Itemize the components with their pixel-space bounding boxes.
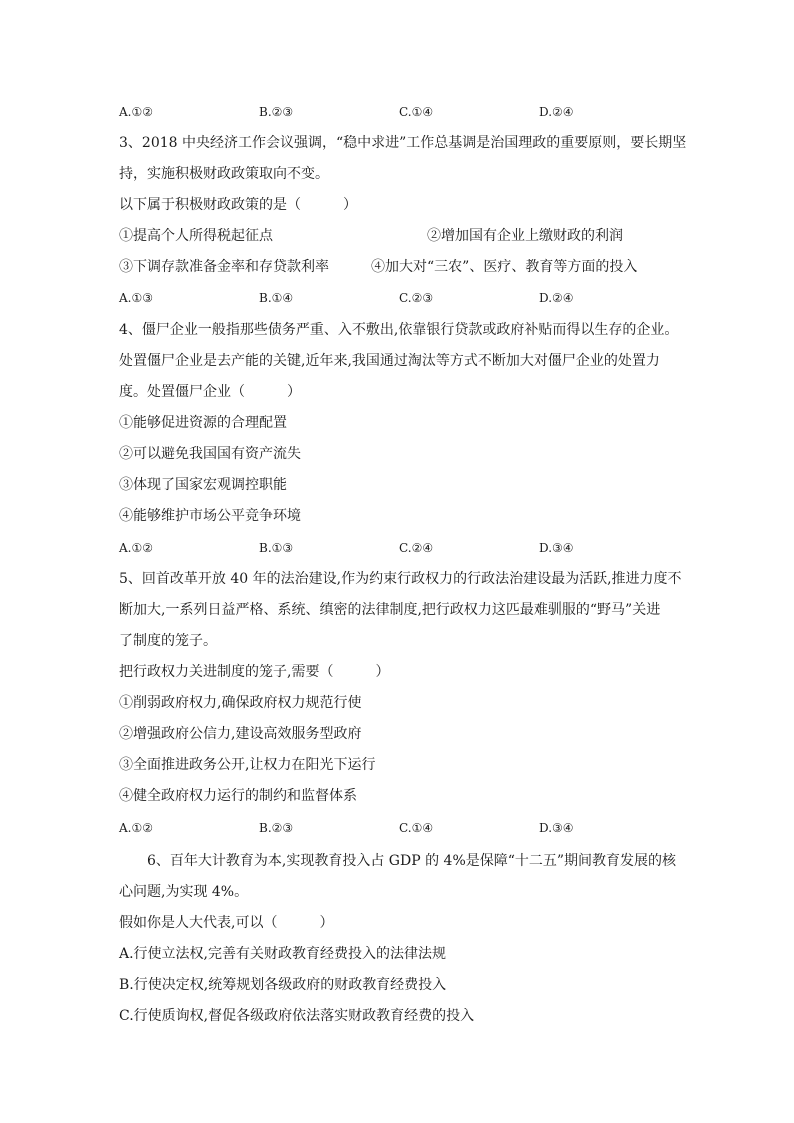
- q6-question: 假如你是人大代表,可以（ ）: [119, 915, 334, 931]
- option-b[interactable]: B.②③: [259, 821, 294, 835]
- q5-question: 把行政权力关进制度的笼子,需要（ ）: [119, 664, 390, 680]
- q3-stem-line2: 持，实施积极财政政策取向不变。: [119, 166, 329, 182]
- option-a[interactable]: A.①②: [119, 541, 153, 555]
- q5-stem-line2: 断加大,一系列日益严格、系统、缜密的法律制度,把行政权力这匹最难驯服的“野马”关进: [119, 602, 661, 618]
- q5-item-4: ④健全政府权力运行的制约和监督体系: [119, 788, 357, 804]
- q6-option-a[interactable]: A.行使立法权,完善有关财政教育经费投入的法律法规: [119, 946, 447, 962]
- q6-option-b[interactable]: B.行使决定权,统筹规划各级政府的财政教育经费投入: [119, 977, 447, 993]
- q4-stem-line3: 度。处置僵尸企业（ ）: [119, 384, 301, 400]
- q6-stem-line1: 6、百年大计教育为本,实现教育投入占 GDP 的 4%是保障“十二五”期间教育发展的核: [147, 853, 677, 869]
- q3-item-2: ②增加国有企业上缴财政的利润: [427, 228, 623, 244]
- q3-item-4: ④加大对“三农”、医疗、教育等方面的投入: [371, 259, 638, 275]
- q5-options: [119, 818, 719, 838]
- q5-item-3: ③全面推进政务公开,让权力在阳光下运行: [119, 757, 376, 773]
- option-b[interactable]: B.①④: [259, 291, 294, 305]
- option-c[interactable]: C.①④: [399, 821, 434, 835]
- q4-item-3: ③体现了国家宏观调控职能: [119, 477, 287, 493]
- option-a[interactable]: A.①②: [119, 105, 153, 119]
- q4-stem-line2: 处置僵尸企业是去产能的关键,近年来,我国通过淘汰等方式不断加大对僵尸企业的处置力: [119, 353, 660, 369]
- q4-stem-line1: 4、僵尸企业一般指那些债务严重、入不敷出,依靠银行贷款或政府补贴而得以生存的企业。: [119, 322, 679, 338]
- q6-option-c[interactable]: C.行使质询权,督促各级政府依法落实财政教育经费的投入: [119, 1008, 475, 1024]
- option-b[interactable]: B.①③: [259, 541, 294, 555]
- q3-stem-line1: 3、2018 中央经济工作会议强调，“稳中求进”工作总基调是治国理政的重要原则，要长期坚: [119, 135, 687, 151]
- q3-options: [119, 288, 719, 308]
- option-a[interactable]: A.①③: [119, 291, 153, 305]
- q5-stem-line3: 了制度的笼子。: [119, 633, 217, 649]
- option-d[interactable]: D.③④: [539, 541, 574, 555]
- option-c[interactable]: C.①④: [399, 105, 434, 119]
- q4-item-1: ①能够促进资源的合理配置: [119, 415, 287, 431]
- q5-item-2: ②增强政府公信力,建设高效服务型政府: [119, 726, 362, 742]
- option-c[interactable]: C.②③: [399, 291, 434, 305]
- q3-question: 以下属于积极财政政策的是（ ）: [119, 197, 357, 213]
- option-d[interactable]: D.③④: [539, 821, 574, 835]
- q4-item-2: ②可以避免我国国有资产流失: [119, 446, 301, 462]
- q5-stem-line1: 5、回首改革开放 40 年的法治建设,作为约束行政权力的行政法治建设最为活跃,推进力度不: [119, 571, 682, 587]
- q6-stem-line2: 心问题,为实现 4%。: [119, 884, 249, 900]
- q3-item-1: ①提高个人所得税起征点: [119, 228, 273, 244]
- option-d[interactable]: D.②④: [539, 105, 574, 119]
- option-a[interactable]: A.①②: [119, 821, 153, 835]
- option-c[interactable]: C.②④: [399, 541, 434, 555]
- q4-item-4: ④能够维护市场公平竞争环境: [119, 508, 301, 524]
- q3-item-3: ③下调存款准备金率和存贷款利率: [119, 259, 329, 275]
- option-b[interactable]: B.②③: [259, 105, 294, 119]
- q5-item-1: ①削弱政府权力,确保政府权力规范行使: [119, 695, 362, 711]
- q2-options: [119, 102, 719, 122]
- q4-options: [119, 538, 719, 558]
- option-d[interactable]: D.②④: [539, 291, 574, 305]
